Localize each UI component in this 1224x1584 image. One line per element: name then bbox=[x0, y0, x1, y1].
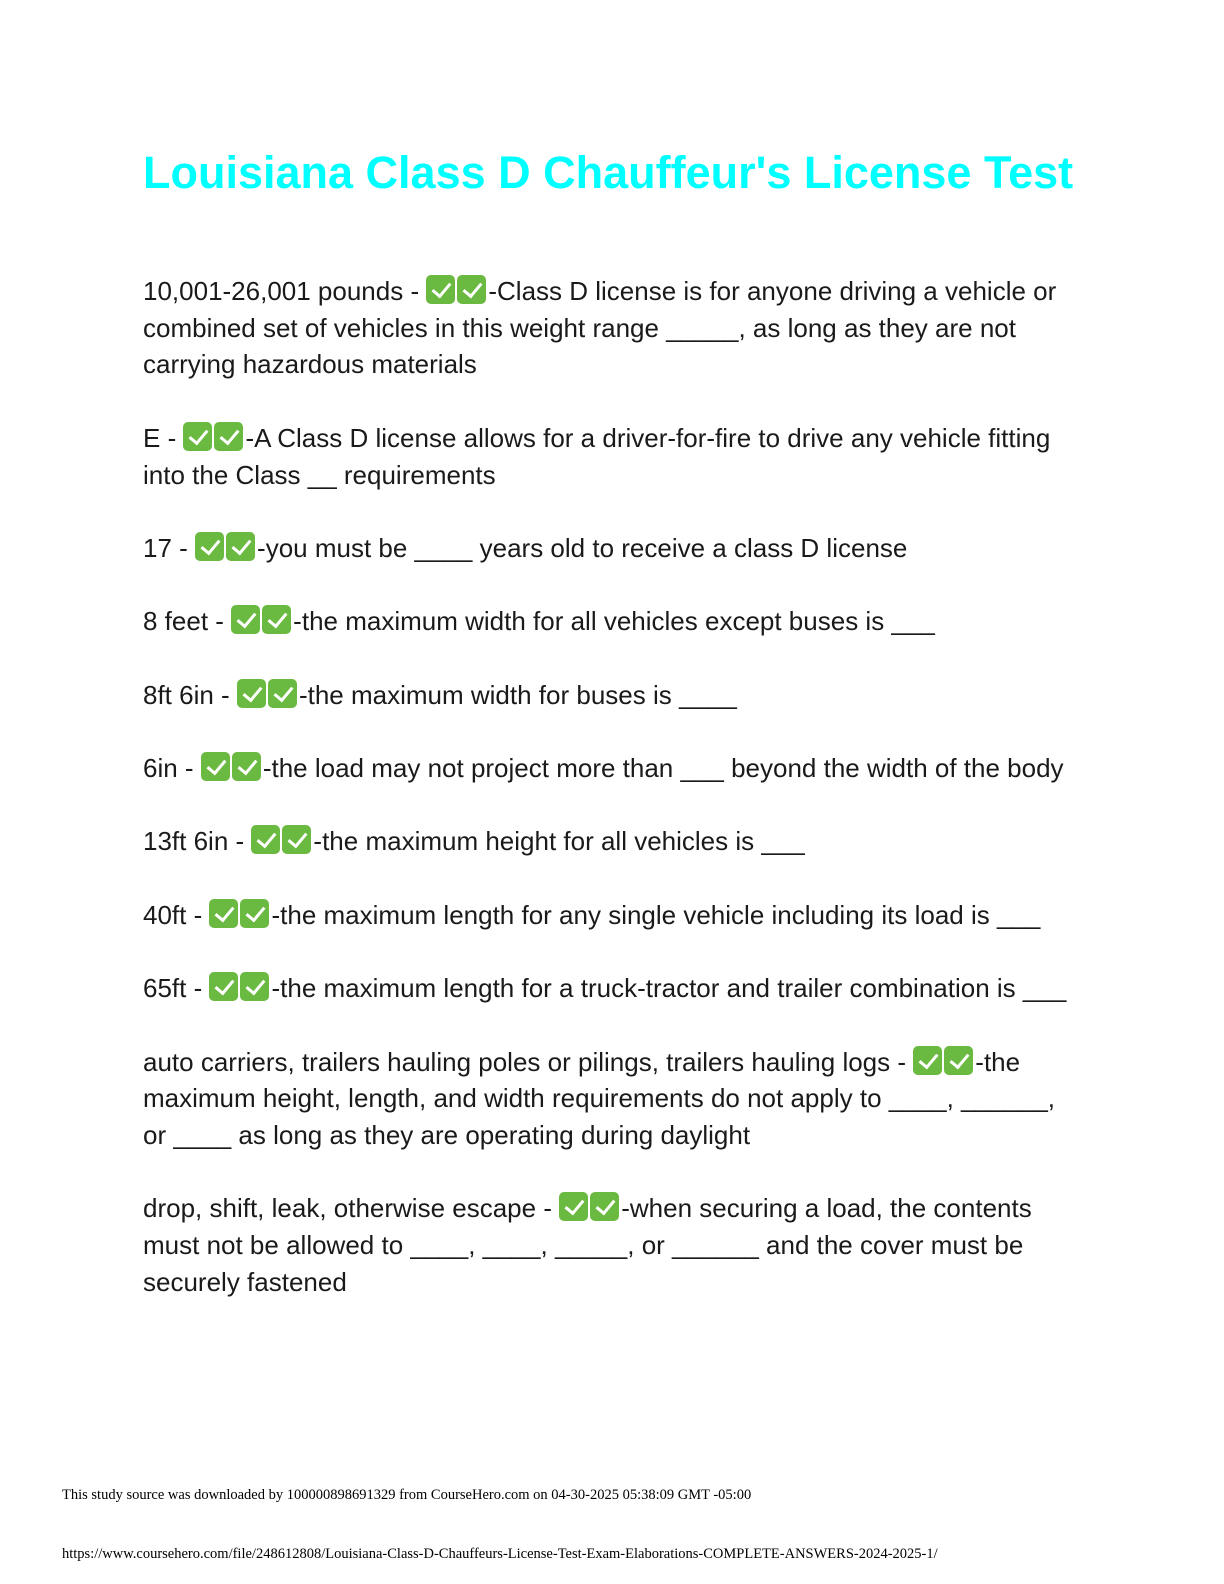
check-mark-icon bbox=[209, 899, 238, 928]
flashcard-entry: 6in - -the load may not project more than ___ beyond the width of the body bbox=[143, 753, 1064, 784]
entry-answer: 13ft 6in bbox=[143, 826, 229, 857]
entry-answer: 6in bbox=[143, 753, 178, 784]
check-mark-icon bbox=[183, 422, 212, 451]
download-source-notice: This study source was downloaded by 100000898691329 from CourseHero.com on 04-30-2025 05:38:09 GMT -05:00 bbox=[62, 1487, 752, 1503]
flashcard-entry: 17 - -you must be ____ years old to receive a class D license bbox=[143, 532, 908, 563]
check-mark-icon bbox=[268, 679, 297, 708]
entry-question: the maximum height for all vehicles is ___ bbox=[322, 826, 805, 857]
check-mark-icon bbox=[226, 532, 255, 561]
check-mark-icon bbox=[282, 825, 311, 854]
check-mark-icon bbox=[262, 605, 291, 634]
entry-answer: 65ft bbox=[143, 973, 187, 1004]
source-url: https://www.coursehero.com/file/248612808/Louisiana-Class-D-Chauffeurs-License-Test-Exam-Elaborations-COMPLETE-ANSWERS-2024-2025-1/ bbox=[62, 1546, 938, 1562]
entry-answer: 17 bbox=[143, 532, 172, 563]
flashcard-entry: 65ft - -the maximum length for a truck-tractor and trailer combination is ___ bbox=[143, 973, 1067, 1004]
check-mark-icon bbox=[237, 679, 266, 708]
entry-answer: drop, shift, leak, otherwise escape bbox=[143, 1193, 537, 1224]
entry-question: A Class D license allows for a driver-for-fire to drive any vehicle fitting into the Class __ requirements bbox=[143, 422, 1051, 490]
check-mark-icon bbox=[240, 972, 269, 1001]
entry-question: the maximum length for any single vehicle including its load is ___ bbox=[280, 899, 1041, 930]
flashcard-list bbox=[143, 273, 1073, 1337]
check-mark-icon bbox=[240, 899, 269, 928]
entry-question: the maximum width for buses is ____ bbox=[307, 679, 737, 710]
check-mark-icon bbox=[913, 1046, 942, 1075]
entry-answer: 10,001-26,001 pounds bbox=[143, 276, 404, 306]
check-mark-icon bbox=[944, 1046, 973, 1075]
check-mark-icon bbox=[426, 275, 455, 304]
entry-answer: E bbox=[143, 422, 161, 453]
check-mark-icon bbox=[251, 825, 280, 854]
entry-question: Class D license is for anyone driving a vehicle or combined set of vehicles in this weight range _____, as long as they are not carrying hazardous materials bbox=[143, 276, 1057, 380]
flashcard-entry: auto carriers, trailers hauling poles or pilings, trailers hauling logs - -the maximum height, length, and width requirements do not apply to ____, ______, or ____ as long as they are operating during daylight bbox=[143, 1046, 1056, 1151]
entry-question: the load may not project more than ___ beyond the width of the body bbox=[271, 753, 1064, 784]
entry-question: the maximum length for a truck-tractor and trailer combination is ___ bbox=[280, 973, 1067, 1004]
check-mark-icon bbox=[209, 972, 238, 1001]
entry-question: you must be ____ years old to receive a class D license bbox=[265, 532, 908, 563]
flashcard-entry: 40ft - -the maximum length for any single vehicle including its load is ___ bbox=[143, 899, 1041, 930]
check-mark-icon bbox=[590, 1192, 619, 1221]
check-mark-icon bbox=[201, 752, 230, 781]
flashcard-entry: drop, shift, leak, otherwise escape - -when securing a load, the contents must not be allowed to ____, ____, _____, or ______ and the cover must be securely fastened bbox=[143, 1193, 1032, 1297]
flashcard-entry: 13ft 6in - -the maximum height for all vehicles is ___ bbox=[143, 826, 805, 857]
flashcard-entry: E - -A Class D license allows for a driver-for-fire to drive any vehicle fitting into the Class __ requirements bbox=[143, 422, 1051, 490]
entry-question: when securing a load, the contents must not be allowed to ____, ____, _____, or ______ and the cover must be securely fastened bbox=[143, 1193, 1032, 1297]
check-mark-icon bbox=[195, 532, 224, 561]
entry-answer: 40ft bbox=[143, 899, 187, 930]
entry-answer: 8 feet bbox=[143, 606, 209, 637]
flashcard-entry: 8 feet - -the maximum width for all vehicles except buses is ___ bbox=[143, 606, 935, 637]
check-mark-icon bbox=[231, 605, 260, 634]
flashcard-entry: 8ft 6in - -the maximum width for buses is ____ bbox=[143, 679, 737, 710]
check-mark-icon bbox=[457, 275, 486, 304]
entry-answer: 8ft 6in bbox=[143, 679, 214, 710]
entry-answer: auto carriers, trailers hauling poles or pilings, trailers hauling logs bbox=[143, 1046, 891, 1077]
entry-question: the maximum width for all vehicles except buses is ___ bbox=[301, 606, 935, 637]
flashcard-entry: 10,001-26,001 pounds - -Class D license is for anyone driving a vehicle or combined set of vehicles in this weight range _____, as long as they are not carrying hazardous materials bbox=[143, 276, 1057, 380]
check-mark-icon bbox=[559, 1192, 588, 1221]
document-title: Louisiana Class D Chauffeur's License Test bbox=[143, 147, 1074, 198]
check-mark-icon bbox=[232, 752, 261, 781]
check-mark-icon bbox=[214, 422, 243, 451]
entry-question: the maximum height, length, and width requirements do not apply to ____, ______, or ____ as long as they are operating during daylight bbox=[143, 1046, 1056, 1151]
